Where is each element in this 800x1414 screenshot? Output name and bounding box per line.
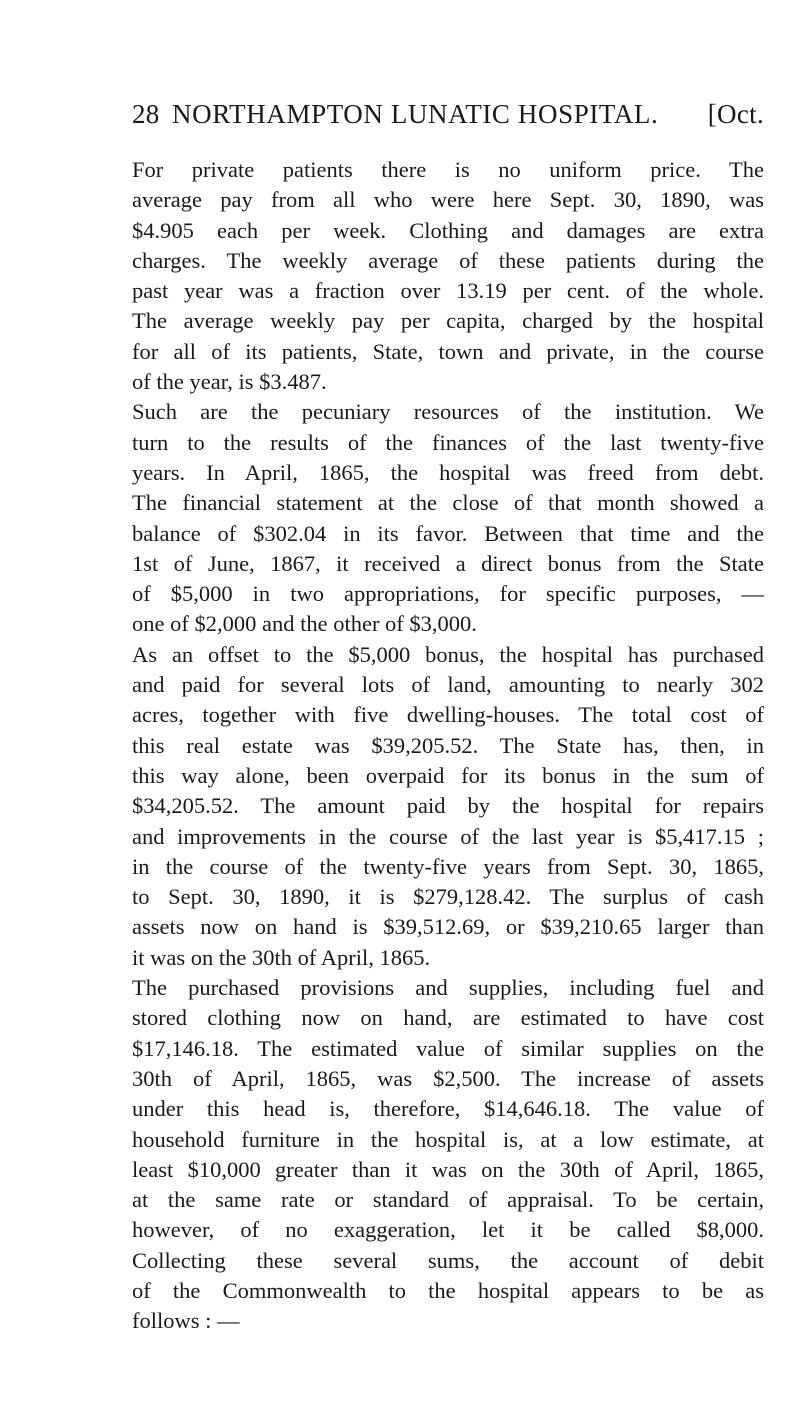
text-line: years. In April, 1865, the hospital was freed from debt. [132, 459, 764, 485]
body-text [132, 155, 764, 1337]
text-line: this way alone, been overpaid for its bonus in the sum of [132, 762, 764, 788]
text-line: household furniture in the hospital is, at a low estimate, at [132, 1126, 764, 1152]
text-line: and paid for several lots of land, amounting to nearly 302 [132, 672, 764, 698]
text-line: The average weekly pay per capita, charged by the hospital [132, 308, 764, 334]
text-line: balance of $302.04 in its favor. Between that time and the [132, 520, 764, 546]
text-line: turn to the results of the finances of the last twenty-five [132, 429, 764, 455]
text-line: As an offset to the $5,000 bonus, the hospital has purchased [132, 641, 764, 667]
text-line: in the course of the twenty-five years from Sept. 30, 1865, [132, 853, 764, 879]
text-line: this real estate was $39,205.52. The State has, then, in [132, 732, 764, 758]
text-line: $34,205.52. The amount paid by the hospital for repairs [132, 793, 764, 819]
text-line: average pay from all who were here Sept. 30, 1890, was [132, 187, 764, 213]
text-line: of the Commonwealth to the hospital appears to be as [132, 1277, 764, 1303]
text-line: 1st of June, 1867, it received a direct bonus from the State [132, 550, 764, 576]
text-line: at the same rate or standard of appraisal. To be certain, [132, 1187, 764, 1213]
text-line: $17,146.18. The estimated value of similar supplies on the [132, 1035, 764, 1061]
text-line: acres, together with five dwelling-houses. The total cost of [132, 702, 764, 728]
text-line: assets now on hand is $39,512.69, or $39,210.65 larger than [132, 914, 764, 940]
text-line: charges. The weekly average of these patients during the [132, 247, 764, 273]
text-line: stored clothing now on hand, are estimated to have cost [132, 1005, 764, 1031]
text-line: 30th of April, 1865, was $2,500. The increase of assets [132, 1065, 764, 1091]
text-line: and improvements in the course of the last year is $5,417.15 ; [132, 823, 764, 849]
text-line: $4.905 each per week. Clothing and damages are extra [132, 217, 764, 243]
running-title: NORTHAMPTON LUNATIC HOSPITAL. [172, 99, 659, 129]
text-line: for all of its patients, State, town and private, in the course [132, 338, 764, 364]
text-line: under this head is, therefore, $14,646.18. The value of [132, 1096, 764, 1122]
text-line: least $10,000 greater than it was on the 30th of April, 1865, [132, 1156, 764, 1182]
running-date: [Oct. [707, 99, 764, 129]
text-line: of $5,000 in two appropriations, for specific purposes, — [132, 581, 764, 607]
running-header [132, 99, 764, 135]
text-line: it was on the 30th of April, 1865. [132, 944, 431, 970]
text-line: Collecting these several sums, the account of debit [132, 1247, 764, 1273]
page-number: 28 [132, 99, 160, 129]
text-line: to Sept. 30, 1890, it is $279,128.42. The surplus of cash [132, 884, 764, 910]
text-line: For private patients there is no uniform price. The [132, 157, 764, 182]
text-line: of the year, is $3.487. [132, 369, 327, 395]
text-line: Such are the pecuniary resources of the institution. We [132, 399, 764, 425]
text-line: past year was a fraction over 13.19 per cent. of the whole. [132, 278, 764, 304]
paragraph-offset-bonus [132, 640, 764, 973]
paragraph-pecuniary-resources [132, 397, 764, 639]
text-line: however, of no exaggeration, let it be called $8,000. [132, 1217, 764, 1243]
text-line: one of $2,000 and the other of $3,000. [132, 611, 477, 637]
text-line: follows : — [132, 1308, 240, 1334]
text-line: The financial statement at the close of that month showed a [132, 490, 764, 516]
text-line: The purchased provisions and supplies, including fuel and [132, 975, 764, 1001]
paragraph-private-patients [132, 155, 764, 397]
paragraph-provisions-supplies [132, 973, 764, 1337]
